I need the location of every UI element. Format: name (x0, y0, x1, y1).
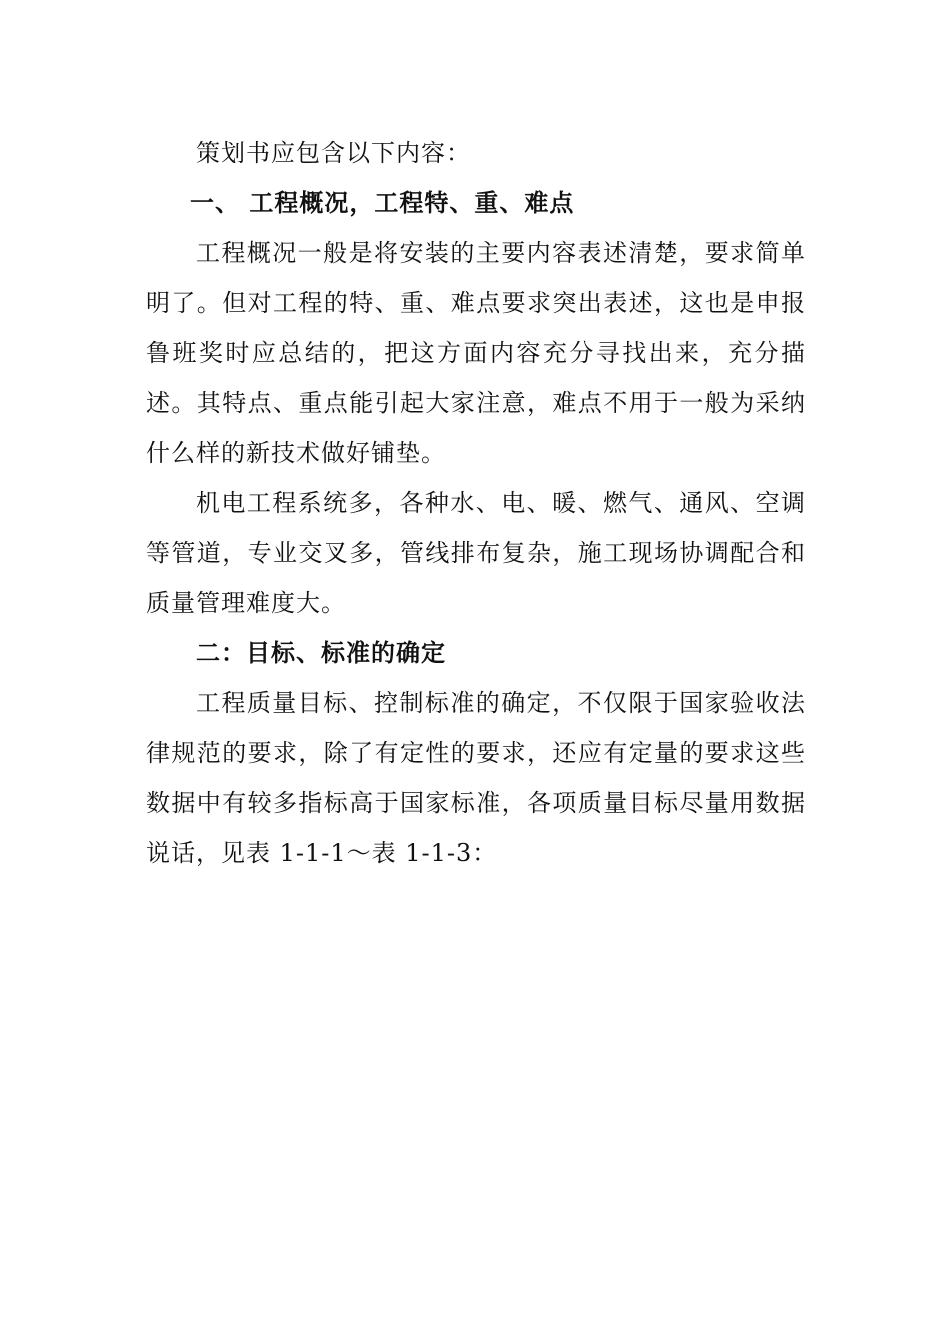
section1-paragraph-overview: 工程概况一般是将安装的主要内容表述清楚，要求简单明了。但对工程的特、重、难点要求突出表述，这也是申报鲁班奖时应总结的，把这方面内容充分寻找出来，充分描述。其特点、重点能引起大家注意，难点不用于一般为采纳什么样的新技术做好铺垫。 (146, 239, 806, 467)
section1-paragraph-systems: 机电工程系统多，各种水、电、暖、燃气、通风、空调等管道，专业交叉多，管线排布复杂，施工现场协调配合和质量管理难度大。 (146, 489, 806, 617)
section2-heading: 二：目标、标准的确定 (196, 639, 446, 667)
document-page (146, 128, 806, 878)
section2-paragraph-targets: 工程质量目标、控制标准的确定，不仅限于国家验收法律规范的要求，除了有定性的要求，还应有定量的要求这些数据中有较多指标高于国家标准，各项质量目标尽量用数据说话，见表 1-1-1～表 1-1-3： (146, 689, 806, 867)
intro-paragraph: 策划书应包含以下内容： (196, 139, 471, 167)
section1-heading: 一、 工程概况，工程特、重、难点 (190, 189, 575, 217)
